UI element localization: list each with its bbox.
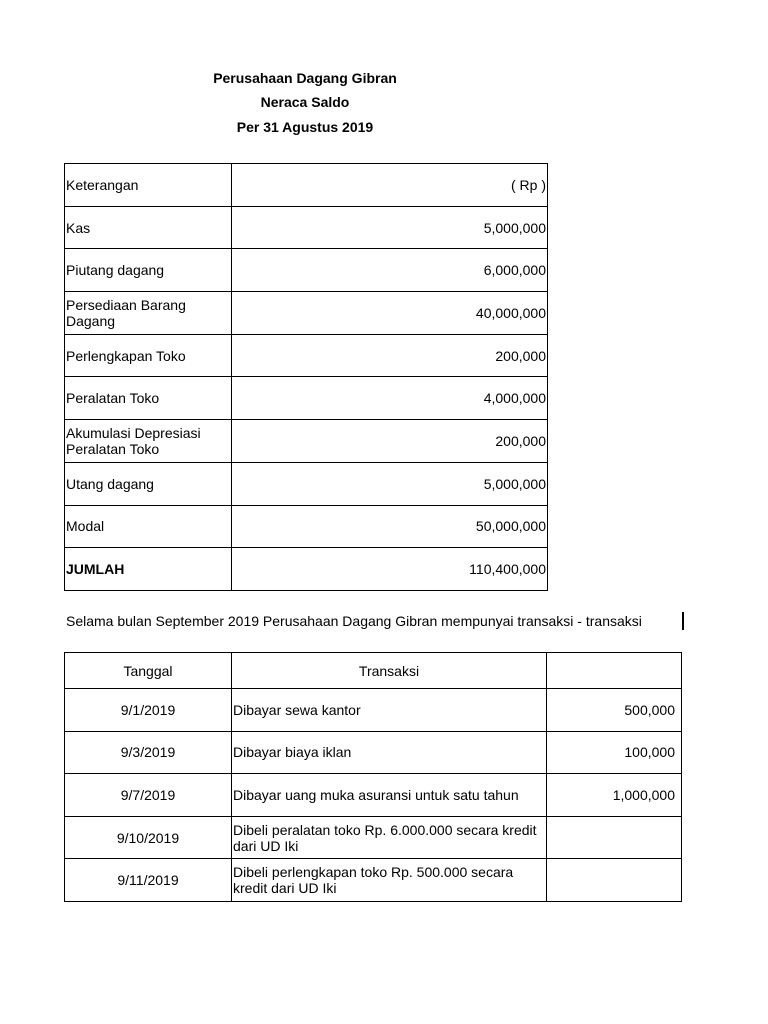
account-label: Persediaan Barang Dagang [65,292,232,335]
transaction-date: 9/10/2019 [65,816,232,859]
account-label: Perlengkapan Toko [65,334,232,377]
total-amount: 110,400,000 [232,548,548,591]
account-amount: 6,000,000 [232,249,548,292]
account-amount: 4,000,000 [232,377,548,420]
transaction-date: 9/3/2019 [65,731,232,774]
column-header-amount: ( Rp ) [232,164,548,207]
transaction-amount [547,816,682,859]
column-header-description: Keterangan [65,164,232,207]
column-header-amount [547,653,682,689]
account-amount: 40,000,000 [232,292,548,335]
account-label: Kas [65,206,232,249]
account-amount: 5,000,000 [232,462,548,505]
transaction-description: Dibayar uang muka asuransi untuk satu tahun [232,774,547,817]
total-label: JUMLAH [65,548,232,591]
column-header-date: Tanggal [65,653,232,689]
column-header-transaction: Transaksi [232,653,547,689]
table-row [65,731,682,774]
account-label: Modal [65,505,232,548]
table-row [65,249,548,292]
table-row [65,689,682,732]
transaction-description: Dibayar sewa kantor [232,689,547,732]
table-row [65,206,548,249]
account-amount: 200,000 [232,334,548,377]
transactions-intro-text: Selama bulan September 2019 Perusahaan Dagang Gibran mempunyai transaksi - transaksi [66,612,684,630]
report-date: Per 31 Agustus 2019 [236,119,374,135]
table-row [65,334,548,377]
table-row [65,505,548,548]
report-title: Neraca Saldo [260,94,350,110]
account-label: Piutang dagang [65,249,232,292]
table-row [65,816,682,859]
transaction-description: Dibeli perlengkapan toko Rp. 500.000 secara kredit dari UD Iki [232,859,547,902]
table-header-row [65,653,682,689]
transaction-amount: 500,000 [547,689,682,732]
transactions-table [64,652,682,902]
account-label: Peralatan Toko [65,377,232,420]
transaction-date: 9/1/2019 [65,689,232,732]
account-amount: 200,000 [232,420,548,463]
table-row [65,462,548,505]
transaction-amount: 100,000 [547,731,682,774]
transaction-amount [547,859,682,902]
table-row [65,292,548,335]
trial-balance-table [64,163,548,591]
table-row [65,420,548,463]
table-row [65,859,682,902]
table-row [65,774,682,817]
total-row [65,548,548,591]
table-header-row [65,164,548,207]
account-amount: 5,000,000 [232,206,548,249]
transaction-date: 9/11/2019 [65,859,232,902]
account-amount: 50,000,000 [232,505,548,548]
account-label: Utang dagang [65,462,232,505]
transaction-date: 9/7/2019 [65,774,232,817]
account-label: Akumulasi Depresiasi Peralatan Toko [65,420,232,463]
transaction-description: Dibeli peralatan toko Rp. 6.000.000 secara kredit dari UD Iki [232,816,547,859]
transaction-amount: 1,000,000 [547,774,682,817]
transaction-description: Dibayar biaya iklan [232,731,547,774]
company-name: Perusahaan Dagang Gibran [213,70,397,86]
table-row [65,377,548,420]
